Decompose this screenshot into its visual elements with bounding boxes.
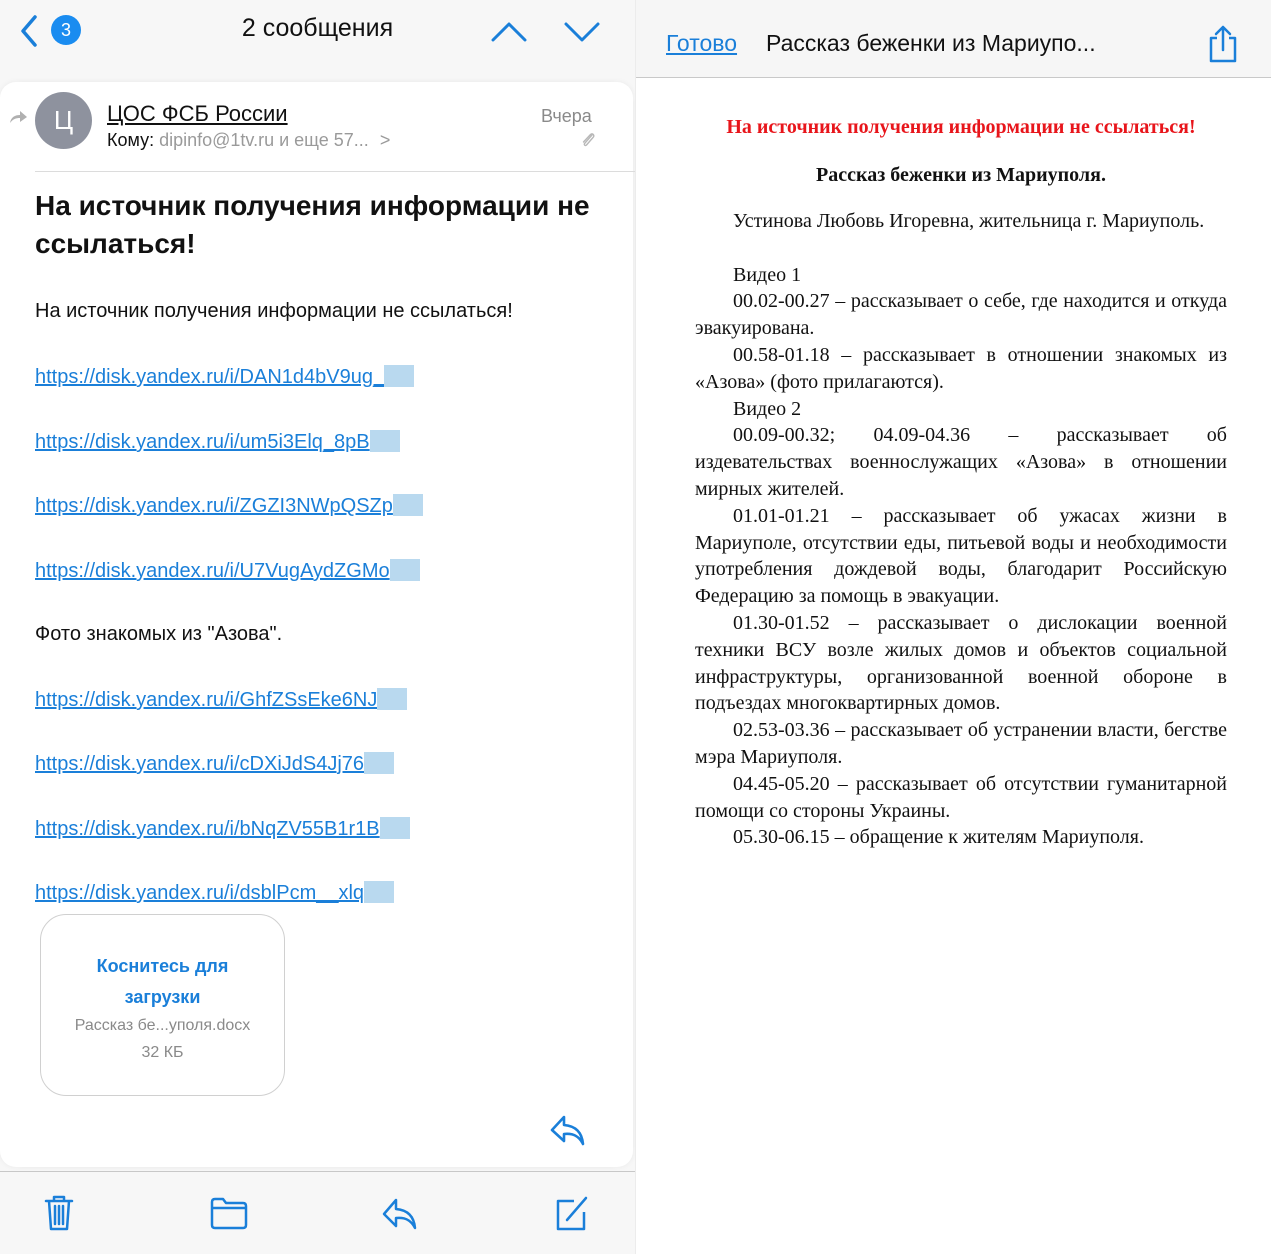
link-text[interactable]: https://disk.yandex.ru/i/DAN1d4bV9ug_ (35, 366, 385, 388)
bottom-toolbar (0, 1171, 635, 1254)
video1-label: Видео 1 (733, 263, 802, 286)
paperclip-icon (580, 131, 596, 149)
share-icon[interactable] (1206, 24, 1240, 64)
redaction-blur (370, 430, 400, 452)
disk-link[interactable] (35, 881, 394, 905)
timecode-item: 01.01-01.21 – рассказывает об ужасах жизни в Мариуполе, отсутствии еды, питьевой воды и необходимости употребления дождевой воды, благодарит Российскую Федерацию за помощь в эвакуации. (695, 504, 1227, 608)
redaction-blur (384, 365, 414, 387)
timecode-item: 04.45-05.20 – рассказывает об отсутствии гуманитарной помощи со стороны Украины. (695, 772, 1227, 822)
body-intro: На источник получения информации не ссылаться! (35, 300, 513, 322)
disk-link[interactable] (35, 430, 400, 454)
link-text[interactable]: https://disk.yandex.ru/i/um5i3Elq_8pB (35, 431, 370, 453)
redaction-blur (390, 559, 420, 581)
to-label: Кому: (107, 130, 155, 150)
document-page (695, 114, 1227, 851)
compose-icon[interactable] (554, 1194, 590, 1232)
header-divider (35, 171, 635, 172)
timecode-item: 00.02-00.27 – рассказывает о себе, где находится и откуда эвакуирована. (695, 290, 1227, 340)
document-heading: Рассказ беженки из Мариуполя. (816, 164, 1106, 186)
attachment-size: 32 КБ (141, 1044, 184, 1061)
message-subject: На источник получения информации не ссылаться! (35, 190, 590, 259)
disk-link[interactable] (35, 752, 394, 776)
chevron-down-icon[interactable] (563, 18, 601, 46)
timecode-item: 00.09-00.32; 04.09-04.36 – рассказывает об издевательствах военнослужащих «Азова» в отношении мирных жителей. (695, 424, 1227, 500)
document-intro: Устинова Любовь Игоревна, жительница г. Мариуполь. (733, 210, 1205, 232)
disk-link[interactable] (35, 817, 410, 841)
unread-count-badge[interactable]: 3 (51, 15, 81, 45)
video2-label: Видео 2 (733, 397, 802, 420)
mail-pane (0, 0, 635, 1254)
document-title: Рассказ беженки из Мариупо... (766, 30, 1096, 56)
document-warning: На источник получения информации не ссылаться! (726, 116, 1196, 138)
link-text[interactable]: https://disk.yandex.ru/i/U7VugAydZGMo (35, 560, 390, 582)
folder-icon[interactable] (210, 1194, 248, 1232)
timecode-item: 00.58-01.18 – рассказывает в отношении знакомых из «Азова» (фото прилагаются). (695, 343, 1227, 393)
timecode-item: 02.53-03.36 – рассказывает об устранении власти, бегстве мэра Мариуполя. (695, 719, 1227, 768)
redaction-blur (393, 494, 423, 516)
disk-link[interactable] (35, 365, 414, 389)
done-button[interactable]: Готово (666, 30, 738, 56)
sender-name[interactable]: ЦОС ФСБ России (107, 101, 288, 126)
photos-caption: Фото знакомых из "Азова". (35, 623, 283, 645)
attachment-filename: Рассказ бе...уполя.docx (74, 1017, 251, 1034)
viewer-topbar (636, 0, 1271, 78)
disk-link[interactable] (35, 559, 420, 583)
redaction-blur (380, 817, 410, 839)
mail-topbar (0, 0, 635, 78)
link-text[interactable]: https://disk.yandex.ru/i/GhfZSsEke6NJ (35, 689, 378, 711)
trash-icon[interactable] (41, 1194, 77, 1232)
attachment-tile[interactable] (40, 914, 285, 1096)
disk-link[interactable] (35, 688, 407, 712)
link-text[interactable]: https://disk.yandex.ru/i/cDXiJdS4Jj76 (35, 753, 365, 775)
reply-icon[interactable] (382, 1194, 418, 1232)
attachment-download-label[interactable]: Коснитесь для загрузки (96, 956, 229, 1007)
reply-icon[interactable] (549, 1113, 587, 1147)
message-date: Вчера (541, 106, 592, 126)
recipients-line[interactable] (107, 130, 390, 151)
chevron-up-icon[interactable] (490, 18, 528, 46)
timecode-item: 01.30-01.52 – рассказывает о дислокации военной техники ВСУ возле жилых домов и объектов социальной инфраструктуры, организованной военной обороне в подъездах многоквартирных домов. (695, 611, 1227, 715)
link-text[interactable]: https://disk.yandex.ru/i/bNqZV55B1r1B (35, 818, 380, 840)
redaction-blur (377, 688, 407, 710)
link-text[interactable]: https://disk.yandex.ru/i/ZGZI3NWpQSZp (35, 495, 393, 517)
thread-title: 2 сообщения (241, 14, 394, 42)
timecode-item: 05.30-06.15 – обращение к жителям Мариуполя. (733, 826, 1144, 849)
chevron-right-icon[interactable]: > (379, 130, 391, 150)
forwarded-icon (8, 109, 28, 125)
disk-link[interactable] (35, 494, 423, 518)
link-text[interactable]: https://disk.yandex.ru/i/dsblPcm__xlq (35, 882, 365, 904)
to-value: dipinfo@1tv.ru и еще 57... (159, 130, 369, 150)
sender-avatar[interactable]: Ц (35, 92, 92, 149)
redaction-blur (364, 752, 394, 774)
document-viewer (635, 0, 1271, 1254)
redaction-blur (364, 881, 394, 903)
